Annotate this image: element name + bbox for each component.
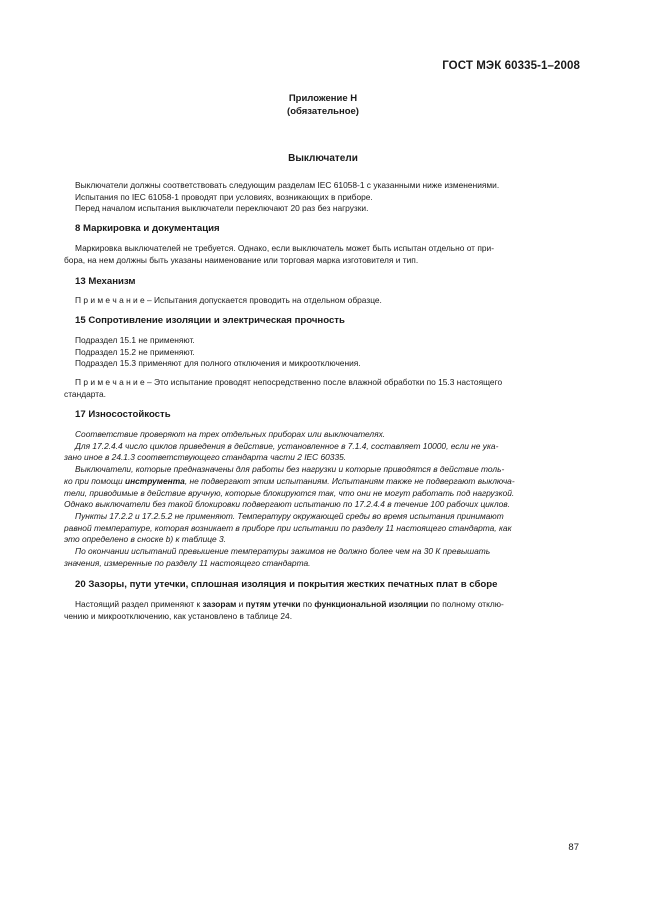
- section-15-note: [64, 377, 584, 400]
- paragraph-line: Подраздел 15.3 применяют для полного отключения и микроотключения.: [75, 358, 361, 369]
- paragraph-line: Подраздел 15.2 не применяют.: [75, 346, 195, 357]
- note-label: П р и м е ч а н и е: [75, 295, 145, 305]
- standard-header: ГОСТ МЭК 60335-1–2008: [442, 60, 580, 72]
- section-15-heading: 15 Сопротивление изоляции и электрическая прочность: [75, 315, 345, 326]
- paragraph-line: тели, приводимые в действие вручную, которые блокируются так, что они не могут работать под нагрузкой.: [64, 487, 515, 498]
- section-17-heading: 17 Износостойкость: [75, 409, 171, 420]
- appendix-status: (обязательное): [287, 106, 359, 117]
- paragraph-line: зано иное в 24.1.3 соответствующего стандарта части 2 IEC 60335.: [64, 452, 347, 463]
- paragraph-line: Соответствие проверяют на трех отдельных приборах или выключателях.: [75, 429, 386, 439]
- paragraph-line: Подраздел 15.1 не применяют.: [75, 335, 195, 345]
- page-number: 87: [568, 842, 579, 853]
- appendix-heading: [0, 92, 646, 118]
- section-8-heading: 8 Маркировка и документация: [75, 223, 220, 234]
- intro-line: Выключатели должны соответствовать следующим разделам IEC 61058-1 с указанными ниже изменениями.: [75, 180, 500, 190]
- intro-line: Перед началом испытания выключатели переключают 20 раз без нагрузки.: [75, 203, 369, 214]
- section-17-body: [64, 429, 584, 569]
- text-run: , не подвергают этим испытаниям. Испытаниям также не подвергают выключа-: [184, 475, 515, 486]
- note-text-cont: стандарта.: [64, 388, 106, 399]
- intro-block: [75, 180, 583, 215]
- appendix-title: Приложение Н: [288, 93, 358, 104]
- paragraph-line: бора, на нем должны быть указаны наименование или торговая марка изготовителя и тип.: [64, 254, 419, 265]
- section-8-body: [64, 243, 584, 266]
- section-13-heading: 13 Механизм: [75, 276, 136, 287]
- note-label: П р и м е ч а н и е: [75, 377, 145, 387]
- paragraph-line: значения, измеренные по разделу 11 настоящего стандарта.: [64, 557, 311, 568]
- section-20-heading: 20 Зазоры, пути утечки, сплошная изоляция и покрытия жестких печатных плат в сборе: [75, 579, 498, 590]
- paragraph-line: это определено в сноске b) к таблице 3.: [64, 534, 226, 545]
- document-title: Выключатели: [288, 153, 358, 164]
- paragraph-line: Однако выключатели без такой блокировки подвергают испытанию по 17.2.4.4 в течение 100 рабочих циклов.: [64, 499, 510, 510]
- text-run: Настоящий раздел применяют к: [75, 599, 203, 609]
- text-run: и: [236, 599, 246, 609]
- paragraph-line: Выключатели, которые предназначены для работы без нагрузки и которые приводятся в действие толь-: [75, 464, 505, 475]
- paragraph-line: [64, 476, 584, 488]
- section-15-body: [75, 335, 583, 370]
- paragraph-line: равной температуре, которая возникает в приборе при испытании по разделу 11 настоящего стандарта, как: [64, 522, 512, 533]
- paragraph-line: По окончании испытаний превышение температуры зажимов не должно более чем на 30 К превышать: [75, 546, 491, 557]
- text-run: по полному отклю-: [428, 599, 504, 609]
- paragraph-line: Для 17.2.4.4 число циклов приведения в действие, установленное в 7.1.4, составляет 10000, если не ука-: [75, 440, 499, 451]
- paragraph-line: Маркировка выключателей не требуется. Однако, если выключатель может быть испытан отдельно от при-: [75, 243, 494, 253]
- paragraph-line: чению и микроотключению, как установлено в таблице 24.: [64, 610, 293, 621]
- text-run: ко при помощи: [64, 475, 125, 486]
- term-instrument: инструмента: [124, 475, 185, 486]
- paragraph-line: Пункты 17.2.2 и 17.2.5.2 не применяют. Температуру окружающей среды во время испытания принимают: [75, 510, 504, 521]
- intro-line: Испытания по IEC 61058-1 проводят при условиях, возникающих в приборе.: [75, 191, 373, 202]
- paragraph-line: [64, 599, 584, 611]
- note-text: – Это испытание проводят непосредственно после влажной обработки по 15.3 настоящего: [144, 377, 503, 387]
- text-run: по: [300, 599, 315, 609]
- note-text: – Испытания допускается проводить на отдельном образце.: [144, 295, 382, 305]
- term-creepage: путям утечки: [245, 599, 301, 609]
- term-clearances: зазорам: [202, 599, 237, 609]
- section-13-note: [75, 295, 583, 307]
- term-functional-insulation: функциональной изоляции: [314, 599, 429, 609]
- section-20-body: [64, 599, 584, 622]
